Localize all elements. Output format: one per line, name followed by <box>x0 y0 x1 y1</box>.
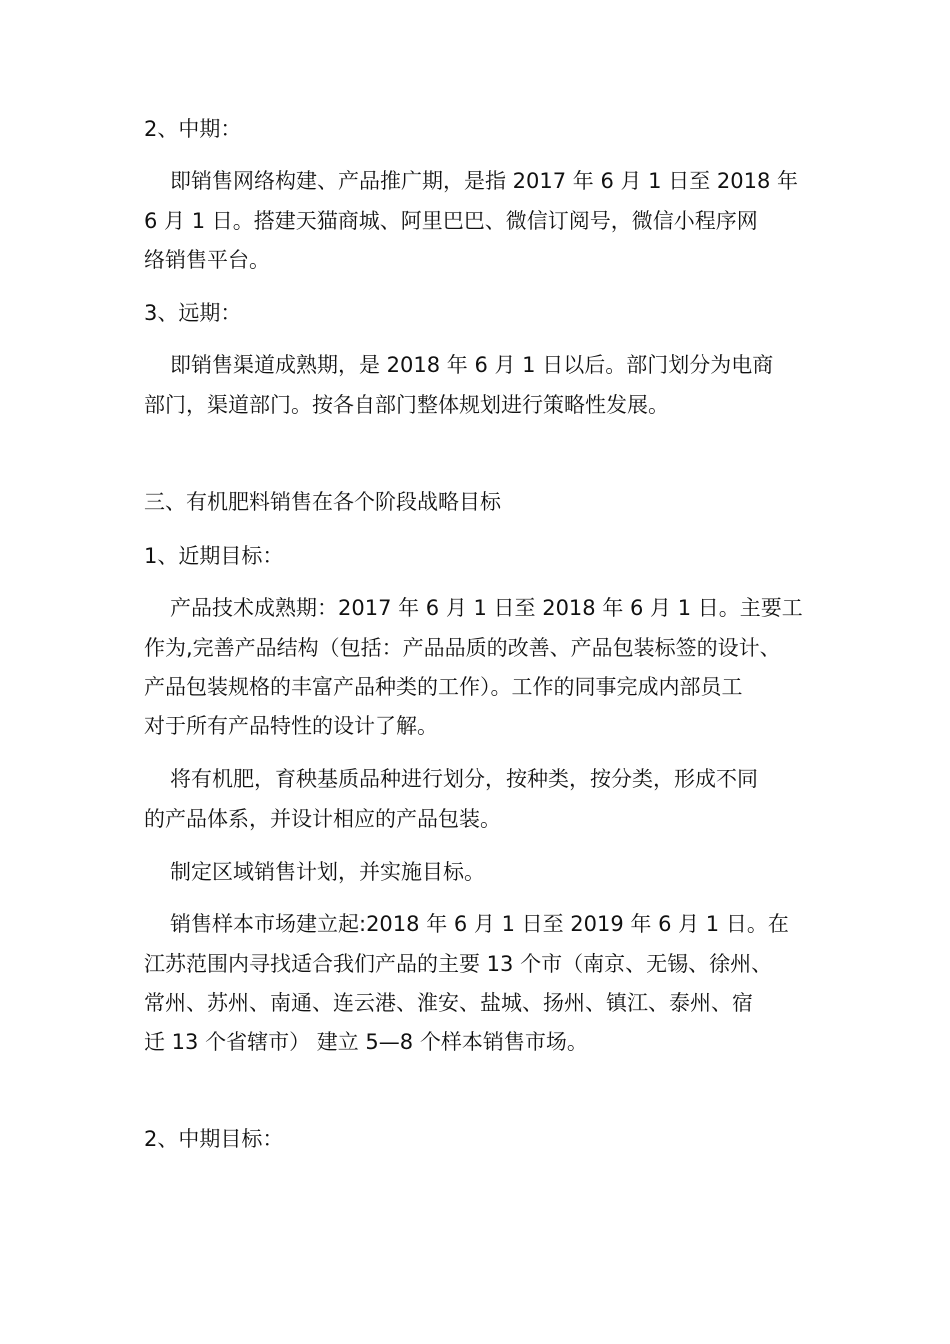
paragraph-line: 产品包装规格的丰富产品种类的工作）。工作的同事完成内部员工 <box>144 675 743 699</box>
paragraph-line: 常州、苏州、南通、连云港、淮安、盐城、扬州、镇江、泰州、宿 <box>144 991 753 1015</box>
paragraph-line: 络销售平台。 <box>144 248 270 272</box>
paragraph-line: 部门，渠道部门。按各自部门整体规划进行策略性发展。 <box>144 393 669 417</box>
section-heading-longterm: 3、远期： <box>144 301 242 325</box>
paragraph-line: 即销售网络构建、产品推广期，是指 2017 年 6 月 1 日至 2018 年 <box>170 169 799 193</box>
paragraph-line: 6 月 1 日。搭建天猫商城、阿里巴巴、微信订阅号，微信小程序网 <box>144 209 758 233</box>
paragraph-line: 作为,完善产品结构（包括：产品品质的改善、产品包装标签的设计、 <box>144 636 781 660</box>
section-heading-midterm: 2、中期： <box>144 117 242 141</box>
section-heading-shortterm-goal: 1、近期目标： <box>144 544 284 568</box>
paragraph-line: 对于所有产品特性的设计了解。 <box>144 714 438 738</box>
chapter-heading: 三、有机肥料销售在各个阶段战略目标 <box>144 490 501 514</box>
paragraph-line: 制定区域销售计划，并实施目标。 <box>170 860 485 884</box>
paragraph-line: 的产品体系，并设计相应的产品包装。 <box>144 807 501 831</box>
section-heading-midterm-goal: 2、中期目标： <box>144 1127 284 1151</box>
paragraph-line: 将有机肥，育秧基质品种进行划分，按种类，按分类，形成不同 <box>170 767 758 791</box>
paragraph-line: 即销售渠道成熟期，是 2018 年 6 月 1 日以后。部门划分为电商 <box>170 353 774 377</box>
paragraph-line: 产品技术成熟期：2017 年 6 月 1 日至 2018 年 6 月 1 日。主要工 <box>170 596 803 620</box>
paragraph-line: 迁 13 个省辖市） 建立 5—8 个样本销售市场。 <box>144 1030 588 1054</box>
paragraph-line: 销售样本市场建立起:2018 年 6 月 1 日至 2019 年 6 月 1 日。在 <box>170 912 789 936</box>
paragraph-line: 江苏范围内寻找适合我们产品的主要 13 个市（南京、无锡、徐州、 <box>144 952 773 976</box>
